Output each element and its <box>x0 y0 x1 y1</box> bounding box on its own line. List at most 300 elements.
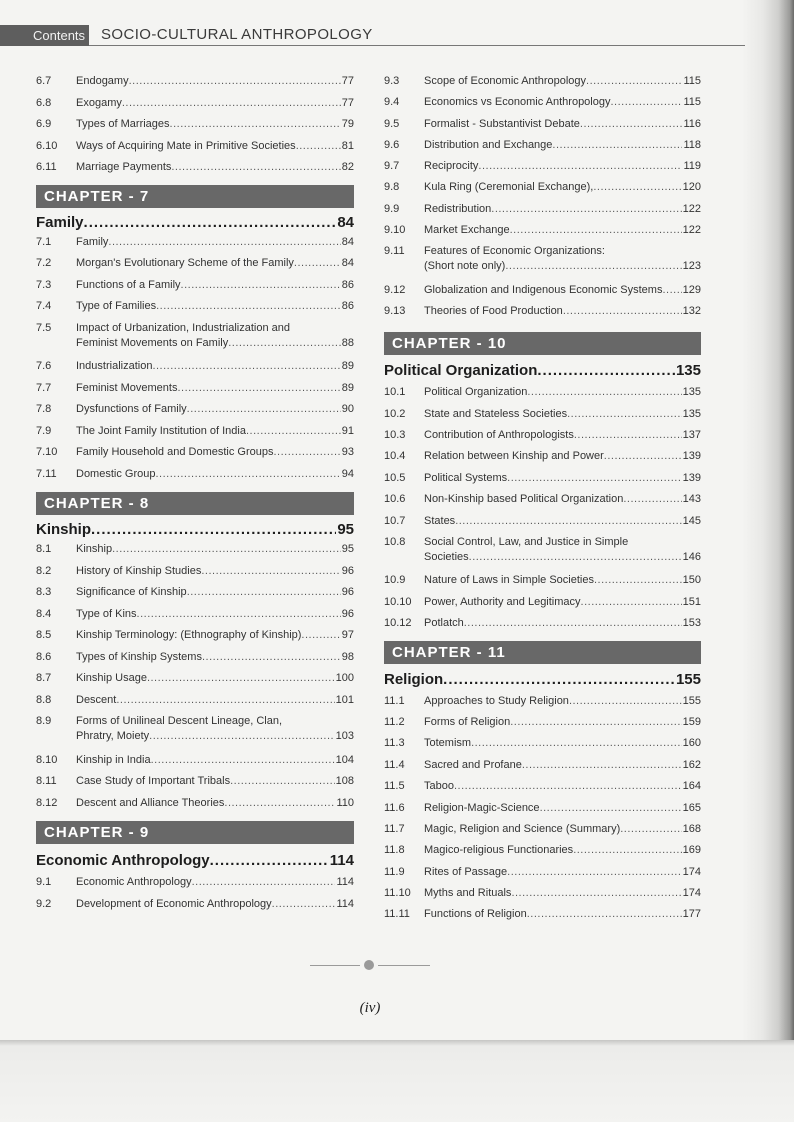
entry-line <box>76 586 354 598</box>
dot-leader <box>662 284 681 296</box>
entry-body <box>424 866 701 878</box>
chapter-9-title <box>36 846 354 876</box>
entry-title: Family Household and Domestic Groups <box>76 446 274 458</box>
chapter-10-title <box>384 356 701 386</box>
dot-leader <box>273 446 340 458</box>
dot-leader <box>507 866 681 878</box>
dot-leader <box>84 209 337 236</box>
entry-page: 119 <box>683 160 701 173</box>
dot-leader <box>507 472 682 484</box>
entry-page: 82 <box>341 161 354 173</box>
contents-tag: Contents <box>0 25 89 46</box>
dot-leader <box>137 608 341 620</box>
entry-body <box>424 181 701 193</box>
page-edge-shadow <box>742 0 794 1050</box>
entry-page: 120 <box>682 181 701 194</box>
entry-page: 150 <box>682 574 701 587</box>
entry-body <box>76 651 354 663</box>
entry-page: 151 <box>682 595 701 608</box>
toc-entry <box>384 536 701 574</box>
chapter-10-section <box>384 332 701 638</box>
entry-number: 8.9 <box>36 715 52 727</box>
entry-number: 6.10 <box>36 139 58 152</box>
dot-leader <box>510 224 682 236</box>
entry-line <box>76 775 354 787</box>
entry-number: 9.4 <box>384 96 400 109</box>
entry-title: Dysfunctions of Family <box>76 403 187 415</box>
toc-entry <box>36 97 354 119</box>
entry-line <box>424 118 701 130</box>
entry-line <box>76 797 354 809</box>
chapter-7-banner: CHAPTER - 7 <box>36 185 354 208</box>
entry-title: State and Stateless Societies <box>424 407 568 420</box>
entry-title: Exogamy <box>76 96 122 109</box>
toc-entry <box>36 876 354 898</box>
entry-page: 81 <box>341 139 354 152</box>
entry-page: 79 <box>341 118 354 130</box>
entry-line <box>424 695 701 707</box>
entry-title: Potlatch <box>424 617 464 630</box>
entry-number: 7.2 <box>36 257 52 269</box>
toc-entry <box>384 160 701 181</box>
entry-number: 9.11 <box>384 245 405 258</box>
entry-title: (Short note only) <box>424 260 506 273</box>
toc-entry <box>36 797 354 819</box>
entry-body <box>424 96 701 108</box>
entry-line <box>76 322 354 334</box>
entry-title: Reciprocity <box>424 160 479 173</box>
entry-number: 7.8 <box>36 403 52 415</box>
dot-leader <box>569 695 682 707</box>
entry-title: Ways of Acquiring Mate in Primitive Societies <box>76 139 296 152</box>
dot-leader <box>192 876 336 888</box>
entry-line <box>424 160 701 172</box>
entry-title: Globalization and Indigenous Economic Systems <box>424 283 663 296</box>
entry-page: 122 <box>682 224 701 237</box>
entry-page: 115 <box>683 75 701 87</box>
toc-entry <box>384 823 701 844</box>
entry-line <box>424 224 701 236</box>
entry-body <box>76 118 354 130</box>
entry-number: 11.3 <box>384 737 405 750</box>
entry-line <box>76 446 354 458</box>
entry-line <box>76 140 354 152</box>
toc-entry <box>36 257 354 279</box>
entry-line <box>424 450 701 462</box>
entry-title: Nature of Laws in Simple Societies <box>424 574 594 587</box>
chapter-title-text: Religion <box>384 670 444 688</box>
toc-entry <box>36 382 354 404</box>
entry-line <box>424 472 701 484</box>
toc-entry <box>384 493 701 514</box>
dot-leader <box>272 898 336 910</box>
entry-title: Functions of a Family <box>76 278 181 291</box>
entry-number: 9.13 <box>384 304 406 317</box>
entry-body <box>424 759 701 771</box>
dot-leader <box>567 408 682 420</box>
entry-number: 7.7 <box>36 381 52 394</box>
entry-page: 145 <box>682 514 701 527</box>
right-pre-entries <box>384 75 701 326</box>
entry-line <box>76 754 354 766</box>
entry-title: Political Organization <box>424 386 528 399</box>
toc-entry <box>384 574 701 595</box>
entry-number: 9.6 <box>384 138 400 151</box>
entry-number: 11.7 <box>384 822 405 835</box>
entry-number: 10.2 <box>384 407 406 420</box>
entry-number: 11.4 <box>384 758 405 771</box>
entry-body <box>76 300 354 312</box>
entry-page: 164 <box>682 780 701 793</box>
dot-leader <box>246 425 341 437</box>
entry-body <box>76 425 354 437</box>
entry-page: 84 <box>341 235 354 248</box>
entry-body <box>76 565 354 577</box>
dot-leader <box>593 181 681 193</box>
entry-body <box>424 118 701 130</box>
entry-title: Totemism <box>424 737 472 750</box>
toc-entry <box>384 472 701 493</box>
entry-number: 10.3 <box>384 429 406 442</box>
entry-title: Economics vs Economic Anthropology <box>424 96 611 109</box>
entry-line <box>76 382 354 394</box>
entry-page: 98 <box>341 650 354 663</box>
entry-number: 10.10 <box>384 595 412 608</box>
entry-body <box>76 279 354 291</box>
toc-entry <box>384 887 701 908</box>
entry-body <box>424 472 701 484</box>
entry-line <box>424 429 701 441</box>
entry-page: 115 <box>683 96 701 109</box>
entry-line <box>76 694 354 706</box>
entry-title: States <box>424 514 456 527</box>
entry-line <box>424 245 701 257</box>
toc-entry <box>384 203 701 224</box>
dot-leader <box>586 75 682 87</box>
entry-body <box>76 468 354 480</box>
entry-title: Forms of Unilineal Descent Lineage, Clan, <box>76 715 283 727</box>
dot-leader <box>573 844 681 856</box>
entry-body <box>76 694 354 706</box>
entry-body <box>76 75 354 87</box>
entry-number: 7.10 <box>36 446 58 458</box>
entry-line <box>424 139 701 151</box>
entry-page: 89 <box>341 360 354 372</box>
entry-title: Contribution of Anthropologists <box>424 429 574 442</box>
entry-page: 153 <box>682 617 701 630</box>
entry-line <box>76 651 354 663</box>
entry-line <box>424 515 701 527</box>
entry-number: 10.4 <box>384 450 406 463</box>
entry-page: 110 <box>336 796 354 809</box>
toc-entry <box>36 629 354 651</box>
entry-line <box>76 337 354 349</box>
toc-entry <box>384 780 701 801</box>
toc-entry <box>384 245 701 283</box>
toc-entry <box>36 543 354 565</box>
entry-title: Phratry, Moiety <box>76 730 150 742</box>
entry-page: 165 <box>682 801 701 814</box>
dot-leader <box>464 617 682 629</box>
toc-entry <box>384 844 701 865</box>
entry-body <box>76 236 354 248</box>
entry-title: Forms of Religion <box>424 715 511 728</box>
dot-leader <box>454 780 682 792</box>
entry-body <box>424 245 701 272</box>
toc-entry <box>36 565 354 587</box>
dot-leader <box>469 551 682 563</box>
entry-number: 11.8 <box>384 844 405 857</box>
entry-page: 116 <box>683 117 701 130</box>
dot-leader <box>296 140 341 152</box>
entry-title: Development of Economic Anthropology <box>76 897 272 910</box>
entry-body <box>424 160 701 172</box>
entry-page: 95 <box>341 543 354 555</box>
entry-page: 174 <box>682 865 701 878</box>
dot-leader <box>230 775 335 787</box>
entry-body <box>424 536 701 563</box>
chapter-8-title <box>36 516 354 543</box>
entry-number: 6.11 <box>36 161 57 173</box>
entry-body <box>424 780 701 792</box>
dot-leader <box>155 468 340 480</box>
toc-entry <box>384 224 701 245</box>
entry-body <box>424 887 701 899</box>
entry-body <box>424 203 701 215</box>
dot-leader <box>187 586 341 598</box>
entry-title: Scope of Economic Anthropology <box>424 75 587 87</box>
entry-line <box>424 305 701 317</box>
toc-entry <box>36 279 354 301</box>
entry-page: 177 <box>682 908 701 921</box>
entry-line <box>424 823 701 835</box>
chapter-9-entries <box>36 876 354 919</box>
dot-leader <box>108 236 340 248</box>
toc-entry <box>36 118 354 140</box>
entry-title: Kinship <box>76 543 113 555</box>
entry-body <box>424 429 701 441</box>
entry-body <box>76 775 354 787</box>
entry-page: 139 <box>682 471 701 484</box>
dot-leader <box>202 651 341 663</box>
chapter-7-entries <box>36 236 354 490</box>
entry-number: 8.3 <box>36 586 52 598</box>
toc-entry <box>384 305 701 326</box>
toc-entry <box>384 617 701 638</box>
entry-title: Magic, Religion and Science (Summary) <box>424 822 621 835</box>
entry-body <box>76 672 354 684</box>
entry-body <box>424 493 701 505</box>
entry-body <box>424 450 701 462</box>
entry-page: 97 <box>341 629 354 641</box>
entry-body <box>76 382 354 394</box>
chapter-11-entries <box>384 695 701 930</box>
dot-leader <box>171 161 340 173</box>
toc-entry <box>384 908 701 929</box>
entry-number: 7.4 <box>36 300 52 312</box>
entry-number: 8.6 <box>36 650 52 663</box>
dot-leader <box>170 118 341 130</box>
entry-number: 9.10 <box>384 224 406 237</box>
dot-leader <box>152 360 340 372</box>
dot-leader <box>151 754 335 766</box>
entry-body <box>424 802 701 814</box>
entry-number: 8.12 <box>36 796 58 809</box>
entry-body <box>424 408 701 420</box>
entry-body <box>76 97 354 109</box>
entry-body <box>76 754 354 766</box>
toc-entry <box>36 715 354 754</box>
entry-title: Features of Economic Organizations: <box>424 245 605 258</box>
toc-entry <box>384 716 701 737</box>
toc-entry <box>36 360 354 382</box>
toc-entry <box>36 425 354 447</box>
entry-line <box>76 75 354 87</box>
entry-number: 8.11 <box>36 775 57 787</box>
entry-page: 114 <box>336 876 354 888</box>
entry-title: Power, Authority and Legitimacy <box>424 595 581 608</box>
chapter-7-title <box>36 209 354 236</box>
entry-body <box>424 139 701 151</box>
book-title: SOCIO-CULTURAL ANTHROPOLOGY <box>101 26 373 43</box>
entry-line <box>424 780 701 792</box>
dot-leader <box>181 279 341 291</box>
entry-page: 129 <box>682 283 701 296</box>
toc-entry <box>384 96 701 117</box>
entry-title: Marriage Payments <box>76 161 172 173</box>
dot-leader <box>537 356 675 386</box>
toc-entry <box>36 754 354 776</box>
entry-number: 8.8 <box>36 693 52 706</box>
entry-line <box>424 284 701 296</box>
chapter-10-banner: CHAPTER - 10 <box>384 332 701 355</box>
entry-number: 10.9 <box>384 574 406 587</box>
entry-body <box>76 608 354 620</box>
toc-entry <box>36 694 354 716</box>
entry-title: Kula Ring (Ceremonial Exchange), <box>424 181 594 194</box>
chapter-page: 135 <box>675 362 701 380</box>
entry-page: 86 <box>341 300 354 312</box>
entry-page: 139 <box>682 450 701 463</box>
entry-number: 7.9 <box>36 424 52 437</box>
dot-leader <box>443 665 675 695</box>
entry-page: 146 <box>682 551 701 563</box>
toc-entry <box>36 651 354 673</box>
entry-page: 159 <box>682 715 701 728</box>
entry-line <box>76 565 354 577</box>
dot-leader <box>563 305 682 317</box>
entry-body <box>76 257 354 269</box>
entry-number: 9.12 <box>384 283 406 296</box>
entry-title: Kinship in India <box>76 753 151 766</box>
entry-title: Relation between Kinship and Power <box>424 450 604 463</box>
entry-number: 7.6 <box>36 360 52 372</box>
entry-title: Societies <box>424 551 469 563</box>
entry-title: Type of Kins <box>76 607 137 620</box>
entry-number: 7.1 <box>36 235 52 248</box>
chapter-page: 155 <box>675 670 701 688</box>
entry-page: 104 <box>335 753 354 766</box>
entry-line <box>424 596 701 608</box>
dot-leader <box>491 203 681 215</box>
entry-title: Kinship Usage <box>76 672 147 684</box>
entry-number: 6.8 <box>36 96 52 109</box>
entry-number: 8.1 <box>36 543 52 555</box>
entry-title: Economic Anthropology <box>76 876 192 888</box>
entry-page: 90 <box>341 403 354 415</box>
entry-title: Significance of Kinship <box>76 586 187 598</box>
entry-line <box>424 536 701 548</box>
dot-leader <box>156 300 341 312</box>
entry-line <box>76 279 354 291</box>
entry-page: 118 <box>683 138 701 151</box>
entry-line <box>424 551 701 563</box>
toc-entry <box>384 759 701 780</box>
entry-title: Formalist - Substantivist Debate <box>424 117 580 130</box>
entry-title: Functions of Religion <box>424 908 527 921</box>
dot-leader <box>510 716 681 728</box>
entry-title: Morgan's Evolutionary Scheme of the Family <box>76 257 294 269</box>
entry-page: 88 <box>341 336 354 349</box>
entry-line <box>76 403 354 415</box>
dot-leader <box>116 694 334 706</box>
dot-leader <box>122 97 341 109</box>
entry-title: Redistribution <box>424 202 492 215</box>
entry-number: 7.3 <box>36 278 52 291</box>
dot-leader <box>129 75 341 87</box>
entry-body <box>424 75 701 87</box>
ornament-dot <box>364 960 374 970</box>
entry-line <box>424 493 701 505</box>
entry-body <box>76 403 354 415</box>
entry-number: 8.2 <box>36 564 52 577</box>
entry-number: 6.9 <box>36 118 52 130</box>
entry-line <box>76 97 354 109</box>
entry-number: 7.11 <box>36 467 57 480</box>
entry-line <box>424 759 701 771</box>
entry-number: 8.7 <box>36 672 52 684</box>
toc-entry <box>384 429 701 450</box>
entry-page: 77 <box>341 75 354 87</box>
entry-page: 89 <box>341 381 354 394</box>
chapter-7-section <box>36 185 354 490</box>
toc-entry <box>384 866 701 887</box>
dot-leader <box>471 737 682 749</box>
entry-title: Political Systems <box>424 471 508 484</box>
dot-leader <box>620 823 681 835</box>
dot-leader <box>540 802 682 814</box>
entry-title: Descent <box>76 693 117 706</box>
entry-title: Theories of Food Production <box>424 304 563 317</box>
entry-body <box>424 224 701 236</box>
entry-line <box>76 161 354 173</box>
entry-line <box>424 181 701 193</box>
entry-page: 86 <box>341 278 354 291</box>
toc-entry <box>36 468 354 490</box>
entry-number: 10.12 <box>384 617 412 630</box>
entry-title: Social Control, Law, and Justice in Simple <box>424 536 629 548</box>
toc-right-column <box>384 75 701 930</box>
chapter-11-title <box>384 665 701 695</box>
entry-line <box>424 574 701 586</box>
entry-number: 11.5 <box>384 780 405 793</box>
entry-line <box>424 260 701 272</box>
entry-page: 114 <box>336 897 354 910</box>
toc-entry <box>36 236 354 258</box>
dot-leader <box>177 382 340 394</box>
entry-number: 11.10 <box>384 887 411 900</box>
entry-line <box>424 887 701 899</box>
